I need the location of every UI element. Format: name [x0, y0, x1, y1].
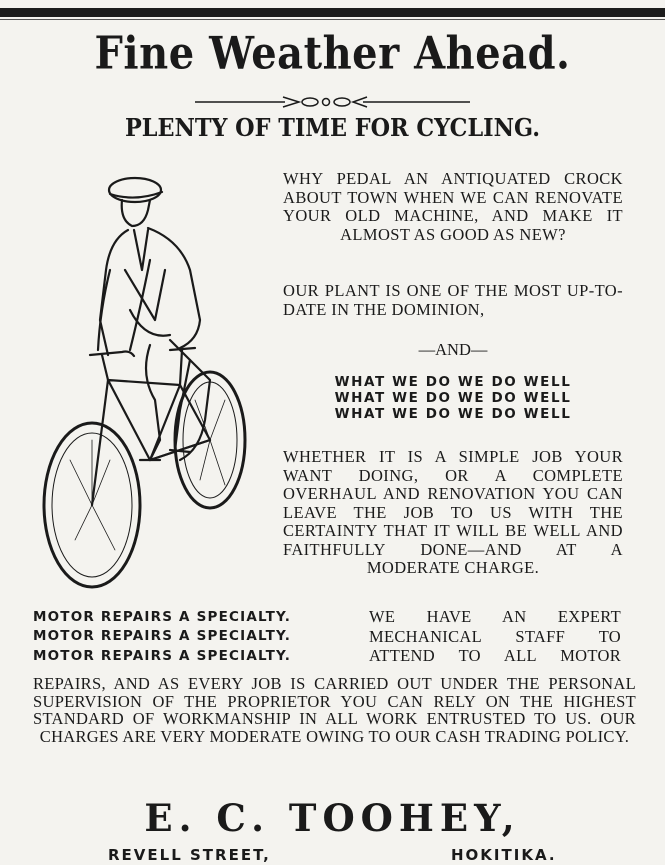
- motor-specialty-line: MOTOR REPAIRS A SPECIALTY.: [33, 609, 292, 625]
- whether-paragraph: WHETHER IT IS A SIMPLE JOB YOUR WANT DOING, OR A COMPLETE OVERHAUL AND RENOVATION YOU CAN LEAVE THE JOB TO US WITH THE CERTAINTY THAT IT WILL BE WELL AND FAITHFULLY DONE—AND AT A MODERATE CHARGE.: [283, 447, 623, 577]
- intro-paragraph: WHY PEDAL AN ANTIQUATED CROCK ABOUT TOWN WHEN WE CAN RENOVATE YOUR OLD MACHINE, AND MAKE IT ALMOST AS GOOD AS NEW?: [283, 169, 623, 244]
- headline: Fine Weather Ahead.: [94, 27, 571, 80]
- slogan-line: WHAT WE DO WE DO WELL: [334, 390, 572, 406]
- expert-staff-text: WE HAVE AN EXPERT MECHANICAL STAFF TO ATTEND TO ALL MOTOR: [369, 607, 621, 665]
- motor-specialty-line: MOTOR REPAIRS A SPECIALTY.: [33, 628, 292, 644]
- top-border-rule: [0, 8, 665, 17]
- top-thin-rule: [0, 19, 665, 20]
- cyclist-illustration: [30, 160, 255, 600]
- plant-paragraph: OUR PLANT IS ONE OF THE MOST UP-TO-DATE IN THE DOMINION,: [283, 281, 623, 319]
- town-name: HOKITIKA.: [451, 846, 557, 864]
- and-separator: —AND—: [418, 340, 488, 359]
- charges-text: OUR CHARGES ARE VERY MODERATE OWING TO OUR CASH TRADING POLICY.: [39, 709, 636, 746]
- slogan-line: WHAT WE DO WE DO WELL: [334, 406, 572, 422]
- subheading: PLENTY OF TIME FOR CYCLING.: [124, 113, 541, 142]
- repairs-text: REPAIRS, AND AS EVERY JOB IS CARRIED OUT UNDER THE PERSONAL SUPERVISION OF THE PROPRIETOR YOU CAN RELY ON THE HIGHEST STANDARD OF WORKMANSHIP IN ALL WORK ENTRUSTED TO US.: [33, 674, 636, 728]
- ornament-divider: [195, 94, 470, 110]
- motor-specialty-line: MOTOR REPAIRS A SPECIALTY.: [33, 648, 292, 664]
- proprietor-name: E. C. TOOHEY,: [144, 796, 521, 840]
- repairs-paragraph: [33, 675, 636, 745]
- slogan-line: WHAT WE DO WE DO WELL: [334, 374, 572, 390]
- street-address: REVELL STREET,: [108, 846, 271, 864]
